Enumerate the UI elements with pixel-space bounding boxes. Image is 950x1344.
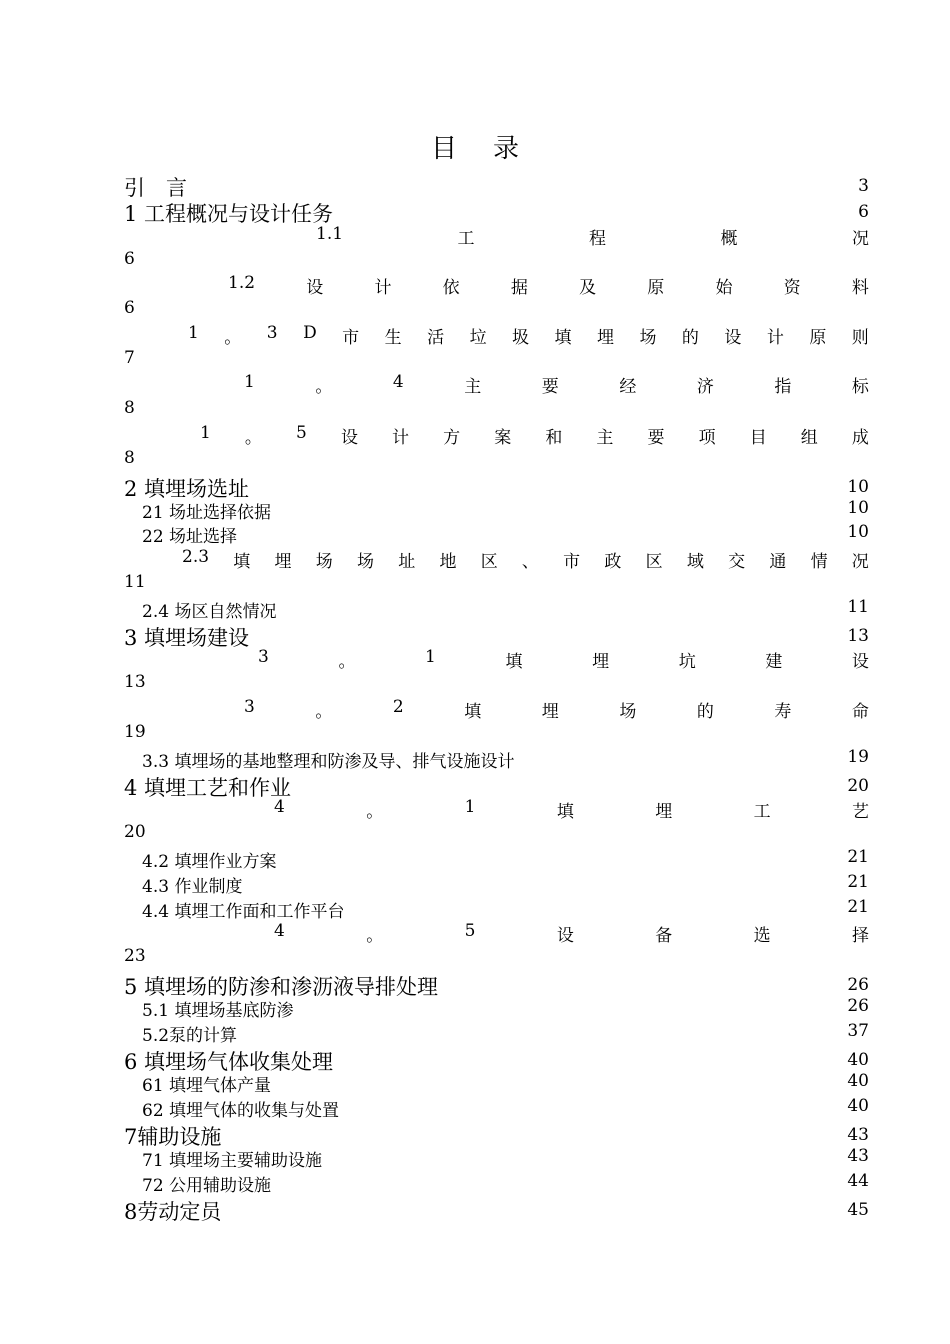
toc-entry-page-number: 11 xyxy=(847,597,869,617)
toc-entry-page-number: 26 xyxy=(847,975,869,995)
toc-entry[interactable] xyxy=(124,697,869,721)
toc-entry[interactable] xyxy=(124,1071,869,1095)
toc-entry-title-part: 。 xyxy=(315,702,333,722)
toc-entry-page-number: 7 xyxy=(124,348,135,368)
toc-entry-title-part: 案 xyxy=(494,428,512,448)
toc-entry[interactable] xyxy=(124,1021,869,1045)
toc-entry-title-part: 活 xyxy=(427,328,445,348)
toc-entry-page-number: 19 xyxy=(124,722,146,742)
toc-entry-title-part: 1 xyxy=(464,797,476,817)
toc-entry-page-number: 37 xyxy=(847,1021,869,1041)
toc-entry-page-number: 21 xyxy=(847,872,869,892)
toc-entry-title-part: 生 xyxy=(384,328,402,348)
toc-entry-title xyxy=(244,372,869,397)
toc-entry-title-part: 经 xyxy=(619,377,637,397)
toc-entry-page-number: 13 xyxy=(124,672,146,692)
toc-entry-title-part: 选 xyxy=(753,926,771,946)
toc-entry-title-part: 组 xyxy=(800,428,818,448)
toc-entry-title-part: 5 xyxy=(296,423,307,443)
toc-entry-page-number: 44 xyxy=(847,1171,869,1191)
toc-entry-title-part: 设 xyxy=(724,328,742,348)
toc-entry[interactable] xyxy=(124,647,869,671)
toc-entry[interactable] xyxy=(124,1096,869,1120)
toc-entry-page-number: 40 xyxy=(847,1050,869,1070)
toc-entry-title-part: 主 xyxy=(464,377,482,397)
toc-entry[interactable] xyxy=(124,1196,869,1222)
toc-entry-title-part: 成 xyxy=(851,428,869,448)
toc-entry-title-part: 填 xyxy=(556,802,574,822)
toc-entry-title xyxy=(258,647,869,672)
toc-entry-title-part: 原 xyxy=(647,278,665,298)
toc-entry-title-part: 埋 xyxy=(274,552,292,572)
toc-entry-title-part: 指 xyxy=(774,377,792,397)
toc-entry-title-part: 地 xyxy=(439,552,457,572)
toc-title-char: 录 xyxy=(493,134,520,164)
toc-entry-title-part: 。 xyxy=(224,328,242,348)
toc-entry-title-part: 填 xyxy=(233,552,251,572)
toc-entry-title-part: 工 xyxy=(457,229,475,249)
toc-entry-title-part: 通 xyxy=(769,552,787,572)
toc-entry-title: 5 填埋场的防渗和渗沥液导排处理 xyxy=(124,975,439,999)
toc-entry-page-number: 43 xyxy=(847,1125,869,1145)
toc-entry[interactable] xyxy=(124,224,869,248)
toc-entry-title-part: 据 xyxy=(510,278,528,298)
toc-entry[interactable] xyxy=(124,797,869,821)
toc-entry[interactable] xyxy=(124,1046,869,1072)
toc-entry-title-part: 5 xyxy=(464,921,476,941)
toc-entry-title xyxy=(274,797,869,822)
toc-entry-title-part: 的 xyxy=(696,702,714,722)
toc-entry[interactable] xyxy=(124,372,869,396)
toc-title-char: 目 xyxy=(430,134,457,164)
toc-entry-title: 4 填埋工艺和作业 xyxy=(124,776,292,800)
toc-entry-page-number: 40 xyxy=(847,1071,869,1091)
toc-entry-title-part: 场 xyxy=(315,552,333,572)
toc-entry-title-part: 埋 xyxy=(596,328,614,348)
toc-entry-title: 5.2泵的计算 xyxy=(142,1026,238,1046)
toc-entry-page-number: 43 xyxy=(847,1146,869,1166)
toc-entry-title-part: 济 xyxy=(696,377,714,397)
toc-entry-title xyxy=(188,323,869,348)
toc-entry-title-part: 依 xyxy=(442,278,460,298)
toc-entry[interactable] xyxy=(124,597,869,621)
toc-entry-title-part: 3 xyxy=(266,323,278,343)
toc-entry-page-number: 20 xyxy=(124,822,146,842)
toc-entry-title-part: 概 xyxy=(720,229,738,249)
toc-entry-title-part: 料 xyxy=(851,278,869,298)
toc-entry-title-part: 域 xyxy=(686,552,704,572)
toc-entry-title-part: 计 xyxy=(766,328,784,348)
toc-entry-title-part: 埋 xyxy=(541,702,559,722)
toc-entry-page-number: 10 xyxy=(847,522,869,542)
toc-entry-title-part: 圾 xyxy=(512,328,530,348)
toc-entry-page-number: 3 xyxy=(858,176,869,196)
toc-entry-title: 8劳动定员 xyxy=(124,1200,222,1224)
toc-entry-title xyxy=(274,921,869,946)
toc-entry-title-part: 、 xyxy=(521,552,539,572)
toc-entry-title-part: 目 xyxy=(749,428,767,448)
toc-entry-title-part: 寿 xyxy=(774,702,792,722)
toc-entry[interactable] xyxy=(124,747,869,771)
toc-entry-title: 61 填埋气体产量 xyxy=(142,1076,272,1096)
toc-entry-title-part: 和 xyxy=(545,428,563,448)
toc-entry[interactable] xyxy=(124,1171,869,1195)
toc-entry-title-part: 况 xyxy=(851,552,869,572)
toc-entry-title-part: 标 xyxy=(851,377,869,397)
toc-entry-title: 6 填埋场气体收集处理 xyxy=(124,1050,334,1074)
toc-entry-title: 71 填埋场主要辅助设施 xyxy=(142,1151,323,1171)
toc-entry-title-part: 建 xyxy=(765,652,783,672)
toc-entry-title-part: 3 xyxy=(258,647,269,667)
toc-entry-title-part: 况 xyxy=(851,229,869,249)
toc-entry-title-part: 则 xyxy=(851,328,869,348)
toc-entry-title-part: 备 xyxy=(655,926,673,946)
toc-entry-title-part: 要 xyxy=(541,377,559,397)
toc-entry-page-number: 20 xyxy=(847,776,869,796)
toc-entry-title xyxy=(200,423,869,448)
toc-entry-title xyxy=(244,697,869,722)
toc-entry[interactable] xyxy=(124,622,869,648)
toc-entry-title-part: 及 xyxy=(579,278,597,298)
toc-entry-page-number: 45 xyxy=(847,1200,869,1220)
toc-entry-title: 1 工程概况与设计任务 xyxy=(124,202,334,226)
toc-entry-title-part: 项 xyxy=(698,428,716,448)
toc-entry-title-part: 1 xyxy=(188,323,199,343)
toc-entry-title-part: 始 xyxy=(715,278,733,298)
toc-entry-page-number: 11 xyxy=(124,572,146,592)
toc-entry-title-part: 4 xyxy=(392,372,404,392)
toc-entry-title-part: 1 xyxy=(244,372,255,392)
toc-entry[interactable] xyxy=(124,897,869,921)
toc-entry-title-part: 资 xyxy=(783,278,801,298)
toc-entry[interactable] xyxy=(124,323,869,347)
toc-entry-title-part: 2 xyxy=(392,697,404,717)
toc-entry-title-part: 埋 xyxy=(655,802,673,822)
toc-entry-title-part: 情 xyxy=(810,552,828,572)
toc-entry[interactable] xyxy=(124,971,869,997)
toc-entry[interactable] xyxy=(124,872,869,896)
toc-entry-title-part: 场 xyxy=(356,552,374,572)
toc-entry-title-part: 的 xyxy=(681,328,699,348)
toc-entry-title-part: 方 xyxy=(443,428,461,448)
toc-entry-title-part: 区 xyxy=(480,552,498,572)
toc-entry-page-number: 8 xyxy=(124,448,135,468)
toc-entry-title-part: 政 xyxy=(604,552,622,572)
toc-entry-title-part: 场 xyxy=(639,328,657,348)
toc-entry-title-part: 。 xyxy=(338,652,356,672)
toc-entry-title-part: 艺 xyxy=(852,802,869,822)
toc-entry[interactable] xyxy=(124,921,869,945)
toc-entry-title-part: 要 xyxy=(647,428,665,448)
toc-entry-title-part: 2.3 xyxy=(182,547,210,567)
toc-entry-title-part: 址 xyxy=(398,552,416,572)
toc-entry-title-part: 市 xyxy=(563,552,581,572)
toc-entry-title-part: 工 xyxy=(753,802,771,822)
toc-entry-page-number: 6 xyxy=(124,249,135,269)
toc-entry-title-part: 填 xyxy=(554,328,572,348)
toc-entry-title-part: 区 xyxy=(645,552,663,572)
toc-entry-title-part: 坑 xyxy=(678,652,696,672)
toc-entry[interactable] xyxy=(124,273,869,297)
toc-entry-page-number: 26 xyxy=(847,996,869,1016)
toc-entry-title-part: 。 xyxy=(366,802,384,822)
toc-entry-title: 22 场址选择 xyxy=(142,527,238,547)
toc-entry-title-part: 设 xyxy=(851,652,869,672)
toc-entry-title xyxy=(228,273,869,298)
toc-entry-title-part: 1 xyxy=(425,647,436,667)
toc-entry-title: 3 填埋场建设 xyxy=(124,626,250,650)
toc-entry-title-part: 1 xyxy=(200,423,211,443)
toc-entry-title-part: 4 xyxy=(274,921,285,941)
toc-entry-title: 62 填埋气体的收集与处置 xyxy=(142,1101,340,1121)
toc-entry-title: 5.1 填埋场基底防渗 xyxy=(142,1001,294,1021)
toc-entry-title-part: 程 xyxy=(589,229,607,249)
toc-entry-title-part: 择 xyxy=(852,926,869,946)
toc-entry-title-part: 计 xyxy=(392,428,410,448)
toc-entry[interactable] xyxy=(124,847,869,871)
toc-entry-title-part: 1.1 xyxy=(316,224,344,244)
toc-entry-title-part: 主 xyxy=(596,428,614,448)
toc-entry[interactable] xyxy=(124,1121,869,1147)
toc-entry-title: 7辅助设施 xyxy=(124,1125,222,1149)
toc-entry-title-part: 场 xyxy=(619,702,637,722)
toc-entry-title-part: 4 xyxy=(274,797,285,817)
toc-entry-title-part: D xyxy=(303,323,317,343)
toc-entry[interactable] xyxy=(124,772,869,798)
toc-entry-title-part: 原 xyxy=(809,328,827,348)
toc-entry-title-part: 。 xyxy=(315,377,333,397)
toc-entry[interactable] xyxy=(124,172,869,198)
toc-entry-title-part: 垃 xyxy=(469,328,487,348)
toc-entry[interactable] xyxy=(124,1146,869,1170)
toc-entry-title-part: 设 xyxy=(306,278,324,298)
toc-entry-title: 引 言 xyxy=(124,176,187,200)
toc-entry-title: 21 场址选择依据 xyxy=(142,503,272,523)
toc-entry[interactable] xyxy=(124,522,869,546)
toc-entry[interactable] xyxy=(124,996,869,1020)
toc-entry-page-number: 21 xyxy=(847,847,869,867)
toc-entry-page-number: 19 xyxy=(847,747,869,767)
toc-entry-title: 3.3 填埋场的基地整理和防渗及导、排气设施设计 xyxy=(142,752,515,772)
toc-entry-title-part: 设 xyxy=(556,926,574,946)
toc-entry-title-part: 市 xyxy=(342,328,360,348)
toc-entry-title-part: 填 xyxy=(464,702,482,722)
toc-entry-title: 4.4 填埋工作面和工作平台 xyxy=(142,902,345,922)
toc-title xyxy=(0,128,950,165)
toc-entry[interactable] xyxy=(124,423,869,447)
toc-entry-page-number: 21 xyxy=(847,897,869,917)
toc-entry[interactable] xyxy=(124,547,869,571)
toc-entry-page-number: 6 xyxy=(858,202,869,222)
toc-entry-title xyxy=(316,224,869,249)
toc-entry-title: 2.4 场区自然情况 xyxy=(142,602,277,622)
toc-entry-title: 2 填埋场选址 xyxy=(124,477,250,501)
toc-entry-title-part: 计 xyxy=(374,278,392,298)
toc-entry-page-number: 23 xyxy=(124,946,146,966)
toc-entry[interactable] xyxy=(124,498,869,522)
toc-entry-page-number: 8 xyxy=(124,398,135,418)
toc-entry-page-number: 10 xyxy=(847,477,869,497)
toc-entry-title-part: 1.2 xyxy=(228,273,256,293)
toc-entry-title-part: 命 xyxy=(851,702,869,722)
toc-entry-title: 4.2 填埋作业方案 xyxy=(142,852,277,872)
toc-entry-page-number: 13 xyxy=(847,626,869,646)
toc-entry-title-part: 埋 xyxy=(592,652,610,672)
toc-entry-title-part: 设 xyxy=(340,428,358,448)
toc-entry-title-part: 。 xyxy=(366,926,384,946)
toc-entry-title: 72 公用辅助设施 xyxy=(142,1176,272,1196)
toc-entry-title: 4.3 作业制度 xyxy=(142,877,243,897)
toc-entry[interactable] xyxy=(124,473,869,499)
toc-entry-title-part: 交 xyxy=(728,552,746,572)
toc-entry-title xyxy=(182,547,869,572)
toc-entry-page-number: 40 xyxy=(847,1096,869,1116)
toc-entry-page-number: 10 xyxy=(847,498,869,518)
toc-entry-title-part: 。 xyxy=(244,428,262,448)
toc-entry-page-number: 6 xyxy=(124,298,135,318)
toc-entry-title-part: 填 xyxy=(505,652,523,672)
toc-entry[interactable] xyxy=(124,198,869,224)
toc-entry-title-part: 3 xyxy=(244,697,255,717)
